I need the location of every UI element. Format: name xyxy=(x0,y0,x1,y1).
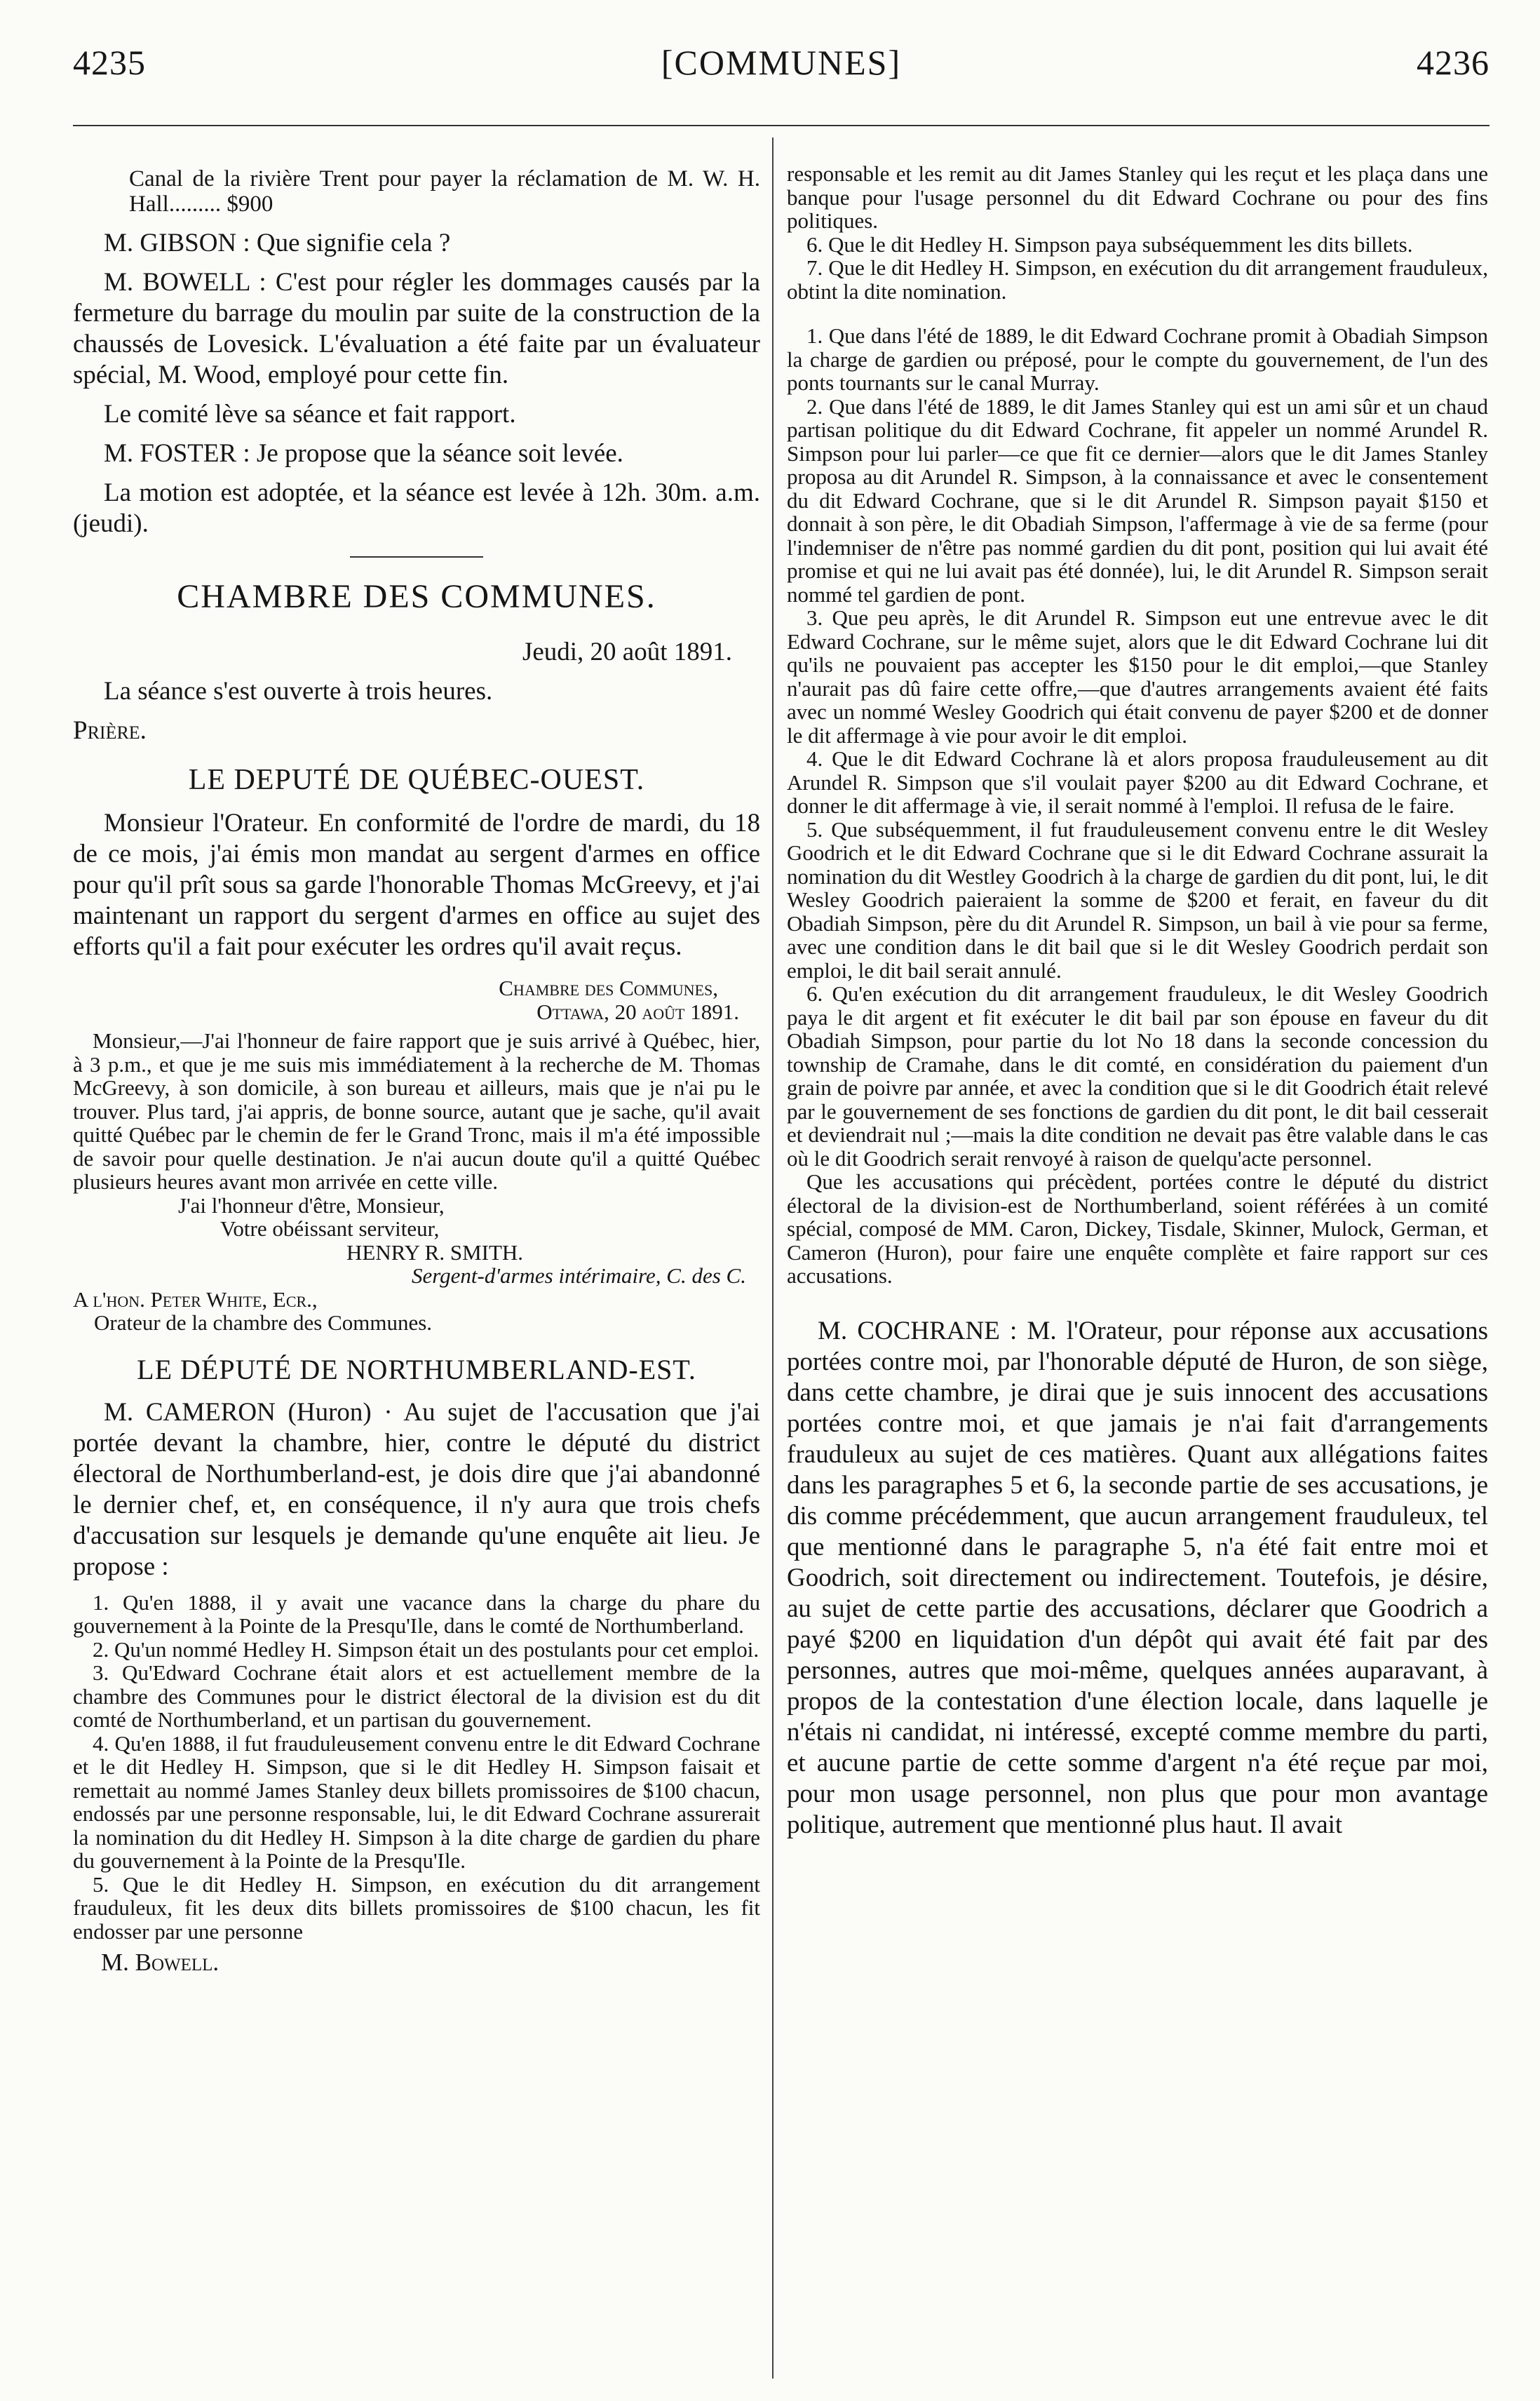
charge-item: 2. Que dans l'été de 1889, le dit James Stanley qui est un ami sûr et un chaud partisan politique du dit Edward Cochrane, fit appeler un nommé Arundel R. Simpson pour lui parler—ce que fit ce dernier—alors que le dit James Stanley proposa au dit Arundel R. Simpson, à la connaissance et avec le consentement du dit Edward Cochrane, que si le dit Arundel R. Simpson payait $150 et donnait à son père, le dit Obadiah Simpson, l'affermage à vie de sa ferme (pour l'indemniser de n'être pas nommé gardien du dit pont, position qui lui avait été promise et qui ne lui avait pas été donnée), lui, le dit Arundel R. Simpson serait nommé tel gardien de pont. xyxy=(787,394,1488,607)
speaker-statement: Monsieur l'Orateur. En conformité de l'ordre de mardi, du 18 de ce mois, j'ai émis mon mandat au sergent d'armes en office pour qu'il prît sous sa garde l'honorable Thomas McGreevy, et j'ai maintenant un rapport du sergent d'armes en office au sujet des efforts qu'il a fait pour exécuter les ordres qu'il avait reçus. xyxy=(73,809,760,961)
charge-item: 3. Que peu après, le dit Arundel R. Simpson eut une entrevue avec le dit Edward Cochrane, sur le même sujet, alors que le dit Edward Cochrane lui dit qu'ils ne pouvaient pas accepter les $150 pour le dit emploi,—que Stanley n'aurait pas dû faire cette offre,—que d'autres arrangements avaient été faits avec un nommé Wesley Goodrich qui était convenu de payer $200 et de donner le dit affermage à vie pour avoir le dit emploi. xyxy=(787,605,1488,748)
charge-item: 5. Que le dit Hedley H. Simpson, en exécution du dit arrangement frauduleux, fit les deux dits billets promissoires de $100 chacun, les fit endosser par une personne xyxy=(73,1871,760,1944)
column-divider xyxy=(772,137,774,2379)
chamber-title: CHAMBRE DES COMMUNES. xyxy=(177,578,656,615)
letter-signer-title: Sergent-d'armes intérimaire, C. des C. xyxy=(411,1263,746,1288)
charge-item: 1. Qu'en 1888, il y avait une vacance dans la charge du phare du gouvernement à la Pointe de la Presqu'Ile, dans le comté de Northumberland. xyxy=(73,1589,760,1638)
charge-item: 6. Que le dit Hedley H. Simpson paya subséquemment les dits billets. xyxy=(806,231,1413,257)
charge-continuation: responsable et les remit au dit James Stanley qui les reçut et les plaça dans une banque pour l'usage personnel du dit Edward Cochrane ou pour des fins politiques. xyxy=(787,161,1488,233)
charge-item: 6. Qu'en exécution du dit arrangement frauduleux, le dit Wesley Goodrich paya le dit argent et fit exécuter le dit bail par son épouse en faveur du dit Obadiah Simpson, pour partie du lot No 18 dans la seconde concession du township de Cramahe, dans le dit comté, en considération du paiement d'un grain de poivre par année, et avec la condition que si le dit Goodrich était relevé par le gouvernement de ses fonctions de gardien du dit pont, le dit bail cesserait et deviendrait nul ;—mais la dite condition ne devait pas être valable dans le cas où le dit Goodrich serait renvoyé à raison de quelqu'acte personnel. xyxy=(787,981,1488,1171)
cochrane-response: M. COCHRANE : M. l'Orateur, pour réponse aux accusations portées contre moi, par l'honorable député de Huron, de son siège, dans cette chambre, je dirai que je suis innocent des accusations portées contre moi, et que jamais je n'ai fait d'arrangements frauduleux au sujet de ces matières. Quant aux allégations faites dans les paragraphes 5 et 6, la seconde partie de ses accusations, je dis comme précédemment, que aucun arrangement frauduleux, tel que mentionné dans le paragraphe 5, n'a été fait entre moi et Goodrich, soit directement ou indirectement. Toutefois, je désire, au sujet de cette partie des accusations, déclarer que Goodrich a payé $200 en liquidation d'un dépôt qui avait été fait par des personnes, autres que moi-même, quelques années auparavant, à propos de la contestation d'une élection locale, dans laquelle je n'étais ni candidat, ni intéressé, excepté comme membre du parti, et aucune partie de cette somme d'argent n'a été reçue par moi, pour mon usage personnel, non plus que pour mon avantage politique, autrement que mentionné plus haut. Il avait xyxy=(787,1316,1488,1839)
charge-item: 2. Qu'un nommé Hedley H. Simpson était un des postulants pour cet emploi. xyxy=(93,1636,759,1662)
footer-speaker-name: M. Bowell. xyxy=(101,1949,219,1976)
letter-signer: HENRY R. SMITH. xyxy=(346,1239,524,1265)
page-number-right: 4236 xyxy=(1417,43,1490,82)
letter-addressee-2: Orateur de la chambre des Communes. xyxy=(94,1310,433,1335)
referral-motion: Que les accusations qui précèdent, portées contre le député du district électoral de la division-est de Northumberland, soient référées à un comité spécial, composé de MM. Caron, Dickey, Tisdale, Skinner, Mulock, German, et Cameron (Huron), pour faire une enquête complète et faire rapport sur ces accusations. xyxy=(787,1169,1488,1288)
foster-motion: M. FOSTER : Je propose que la séance soit levée. xyxy=(104,439,623,468)
header-rule xyxy=(73,125,1490,126)
gibson-remark: M. GIBSON : Que signifie cela ? xyxy=(104,229,451,257)
letter-body: Monsieur,—J'ai l'honneur de faire rapport que je suis arrivé à Québec, hier, à 3 p.m., et que je me suis mis immédiatement à la recherche de M. Thomas McGreevy, à son domicile, à son bureau et ailleurs, mais que je n'ai pu le trouver. Plus tard, j'ai appris, de bonne source, autant que je sache, qu'il avait quitté Québec par le chemin de fer le Grand Tronc, mais il m'a été impossible de savoir pour quelle destination. Je n'ai aucun doute qu'il a quitté Québec plusieurs heures avant mon arrivée en cette ville. xyxy=(73,1028,760,1194)
charge-item: 5. Que subséquemment, il fut frauduleusement convenu entre le dit Wesley Goodrich et le dit Edward Cochrane que si le dit Edward Cochrane assurait la nomination du dit Westley Goodrich à la charge de gardien du dit pont, lui, le dit Wesley Goodrich paieraient la somme de $200 et ferait, en faveur du dit Obadiah Simpson, père du dit Arundel R. Simpson, un bail à vie pour sa ferme, avec une condition dans le dit bail que si le dit Wesley Goodrich perdait son emploi, le dit bail serait annulé. xyxy=(787,816,1488,983)
letter-closing-2: Votre obéissant serviteur, xyxy=(220,1216,440,1241)
opening-line: La séance s'est ouverte à trois heures. xyxy=(104,677,493,706)
page-header xyxy=(73,36,1490,93)
running-title: [COMMUNES] xyxy=(661,43,902,82)
charge-item: 7. Que le dit Hedley H. Simpson, en exécution du dit arrangement frauduleux, obtint la dite nomination. xyxy=(787,255,1488,304)
heading-quebec-ouest: LE DEPUTÉ DE QUÉBEC-OUEST. xyxy=(188,764,645,796)
letter-date: Ottawa, 20 août 1891. xyxy=(536,999,739,1024)
page-number-left: 4235 xyxy=(73,43,146,82)
charge-item: 3. Qu'Edward Cochrane était alors et est actuellement membre de la chambre des Communes pour le district électoral de la division est du dit comté de Northumberland, et un partisan du gouvernement. xyxy=(73,1660,760,1732)
right-column xyxy=(787,144,1488,2385)
letter-place: Chambre des Communes, xyxy=(499,976,718,1000)
prayer-heading: Prière. xyxy=(73,716,147,745)
charge-item: 4. Que le dit Edward Cochrane là et alors proposa frauduleusement au dit Arundel R. Simpson que s'il voulait payer $200 au dit Edward Cochrane, et donner le dit affermage à vie, il serait nommé à l'emploi. Il refusa de le faire. xyxy=(787,746,1488,818)
heading-northumberland-est: LE DÉPUTÉ DE NORTHUMBERLAND-EST. xyxy=(137,1353,696,1385)
left-column xyxy=(73,144,760,2385)
letter-closing-1: J'ai l'honneur d'être, Monsieur, xyxy=(178,1192,445,1218)
sitting-date: Jeudi, 20 août 1891. xyxy=(522,638,732,666)
motion-adopted: La motion est adoptée, et la séance est levée à 12h. 30m. a.m. (jeudi). xyxy=(73,478,760,538)
section-rule xyxy=(350,556,483,558)
cameron-statement: M. CAMERON (Huron) · Au sujet de l'accusation que j'ai portée devant la chambre, hier, contre le député du district électoral de Northumberland-est, je dois dire que j'ai abandonné le dernier chef, et, en conséquence, il n'y aura que trois chefs d'accusation sur lesquels je demande qu'une enquête ait lieu. Je propose : xyxy=(73,1397,760,1581)
bowell-remark: M. BOWELL : C'est pour régler les dommages causés par la fermeture du barrage du moulin par suite de la construction de la chaussés de Lovesick. L'évaluation a été faite par un évaluateur spécial, M. Wood, employé pour cette fin. xyxy=(73,268,760,389)
charge-item: 1. Que dans l'été de 1889, le dit Edward Cochrane promit à Obadiah Simpson la charge de gardien ou préposé, pour le compte du gouvernement, de l'un des ponts tournants sur le canal Murray. xyxy=(787,323,1488,395)
canal-item: Canal de la rivière Trent pour payer la réclamation de M. W. H. Hall......... $900 xyxy=(129,166,760,217)
letter-addressee-1: A l'hon. Peter White, Ecr., xyxy=(73,1286,318,1312)
charge-item: 4. Qu'en 1888, il fut frauduleusement convenu entre le dit Edward Cochrane et le dit Hedley H. Simpson, que si le dit Hedley H. Simpson faisait et remettait au nommé James Stanley deux billets promissoires de $100 chacun, endossés par une personne responsable, lui, le dit Edward Cochrane assurerait la nomination du dit Hedley H. Simpson à la dite charge de gardien du phare du gouvernement à la Pointe de la Presqu'Ile. xyxy=(73,1730,760,1873)
committee-rises: Le comité lève sa séance et fait rapport. xyxy=(104,400,516,429)
